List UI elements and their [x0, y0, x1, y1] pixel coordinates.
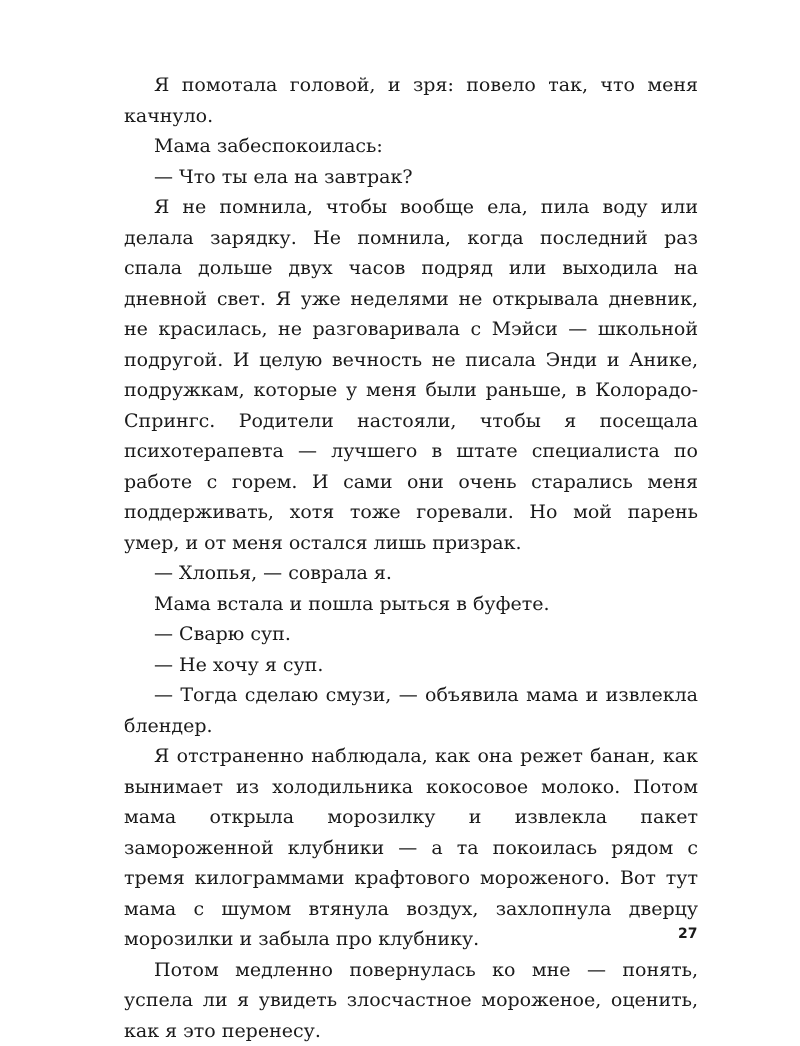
- paragraph: Мама встала и пошла рыться в буфете.: [124, 589, 698, 620]
- paragraph: — Тогда сделаю смузи, — объявила мама и извлекла блендер.: [124, 680, 698, 741]
- paragraph: Потом медленно повернулась ко мне — понять, успела ли я увидеть злосчастное мороженое, оценить, как я это перенесу.: [124, 955, 698, 1046]
- page-number: 27: [678, 926, 697, 942]
- paragraph: Я отстраненно наблюдала, как она режет банан, как вынимает из холодильника кокосовое молоко. Потом мама открыла морозилку и извлекла пакет замороженной клубники — а та покоилась рядом с тремя килограммами крафтового мороженого. Вот тут мама с шумом втянула воздух, захлопнула дверцу морозилки и забыла про клубнику.: [124, 741, 698, 955]
- paragraph: Мама забеспокоилась:: [124, 131, 698, 162]
- paragraph: Я помотала головой, и зря: повело так, что меня качнуло.: [124, 70, 698, 131]
- paragraph: — Не хочу я суп.: [124, 650, 698, 681]
- paragraph: Я не помнила, чтобы вообще ела, пила воду или делала зарядку. Не помнила, когда последний раз спала дольше двух часов подряд или выходила на дневной свет. Я уже неделями не открывала дневник, не красилась, не разговаривала с Мэйси — школьной подругой. И целую вечность не писала Энди и Анике, подружкам, которые у меня были раньше, в Колорадо-Спрингс. Родители настояли, чтобы я посещала психотерапевта — лучшего в штате специалиста по работе с горем. И сами они очень старались меня поддерживать, хотя тоже горевали. Но мой парень умер, и от меня остался лишь призрак.: [124, 192, 698, 558]
- paragraph: — Хлопья, — соврала я.: [124, 558, 698, 589]
- page-text: [124, 70, 698, 1046]
- paragraph: — Что ты ела на завтрак?: [124, 162, 698, 193]
- paragraph: — Сварю суп.: [124, 619, 698, 650]
